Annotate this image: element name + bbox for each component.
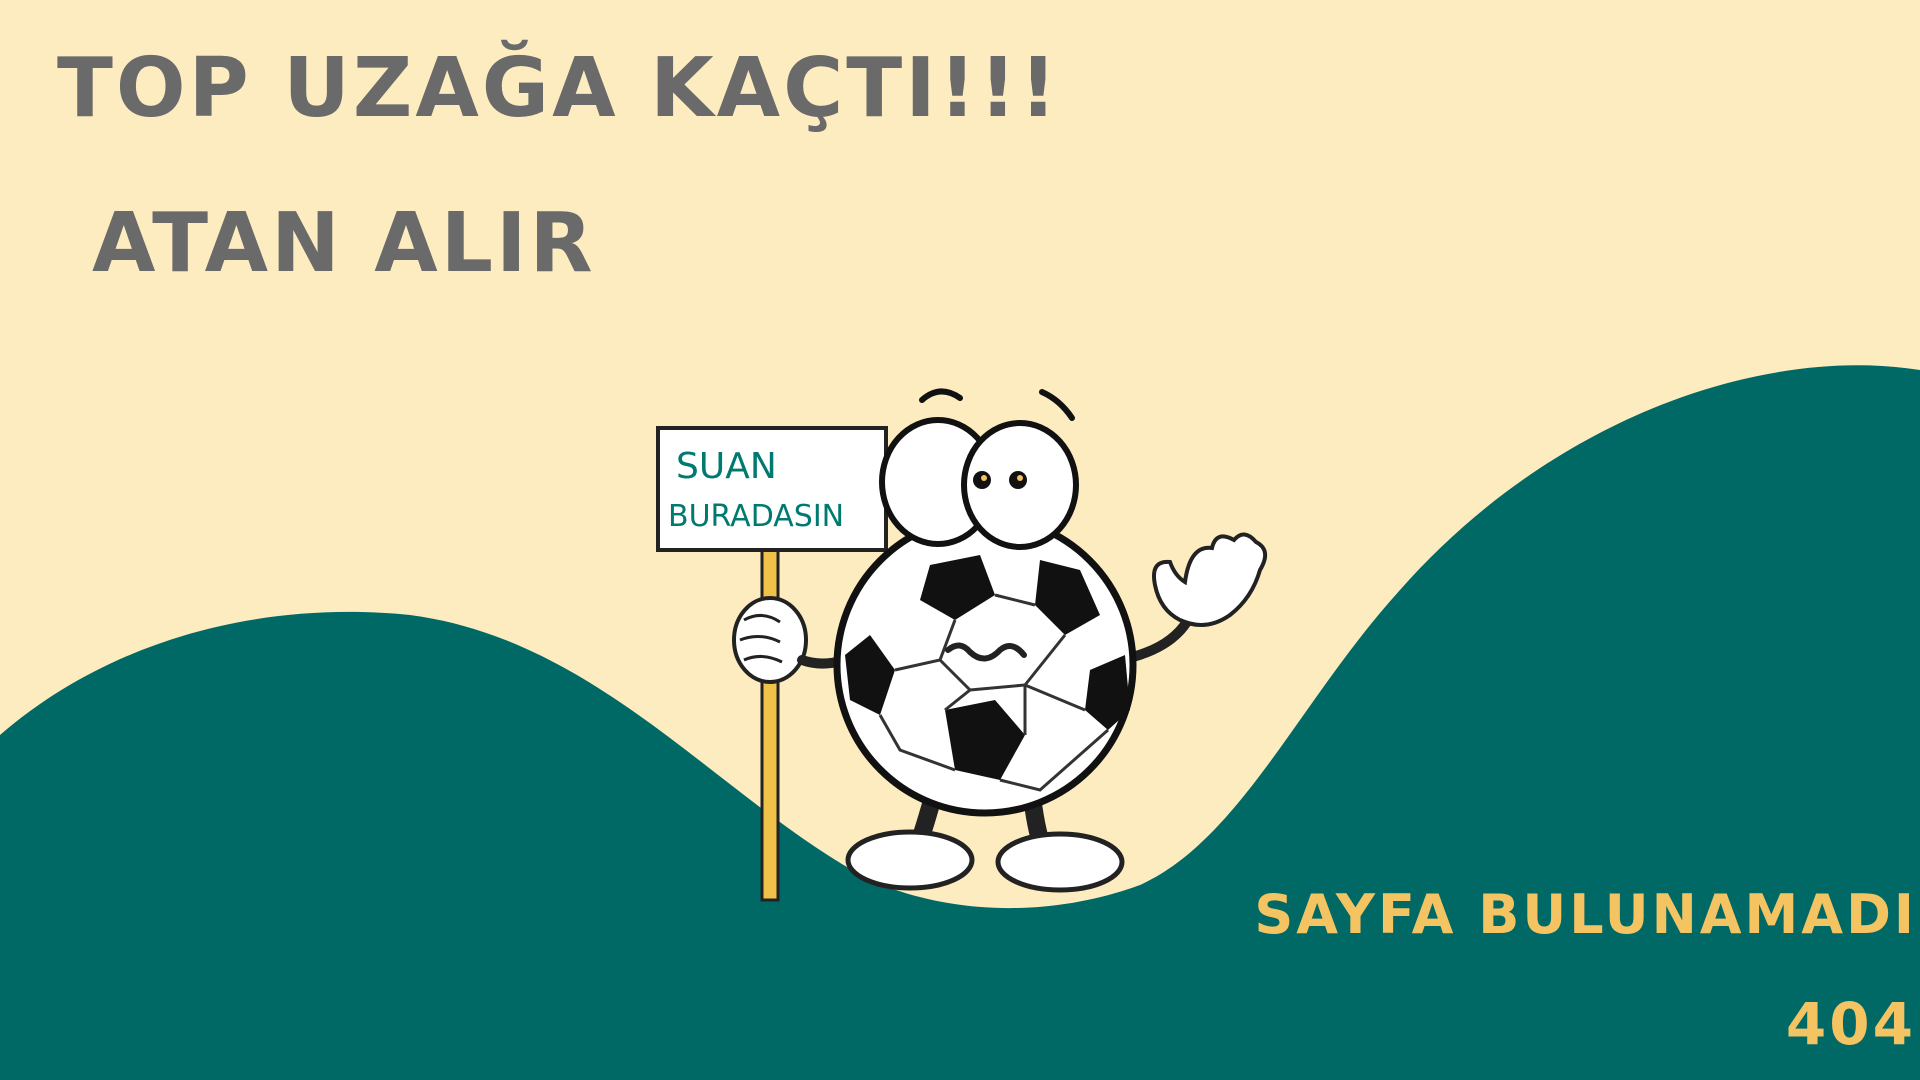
eyes [882, 391, 1076, 547]
soccer-ball-mascot-icon [640, 370, 1280, 910]
right-shoe [998, 834, 1122, 890]
page-not-found-text: SAYFA BULUNAMADI [1254, 883, 1917, 946]
right-hand [1154, 534, 1265, 625]
sign-text-line-1: SUAN [676, 446, 777, 487]
error-code-404: 404 [1785, 990, 1916, 1058]
headline-line-2: ATAN ALIR [92, 196, 596, 291]
ball-body [837, 517, 1133, 813]
headline-line-1: TOP UZAĞA KAÇTI!!! [57, 41, 1060, 136]
left-hand [734, 598, 806, 682]
sign-text-line-2: BURADASIN [668, 499, 845, 534]
left-shoe [848, 832, 972, 888]
